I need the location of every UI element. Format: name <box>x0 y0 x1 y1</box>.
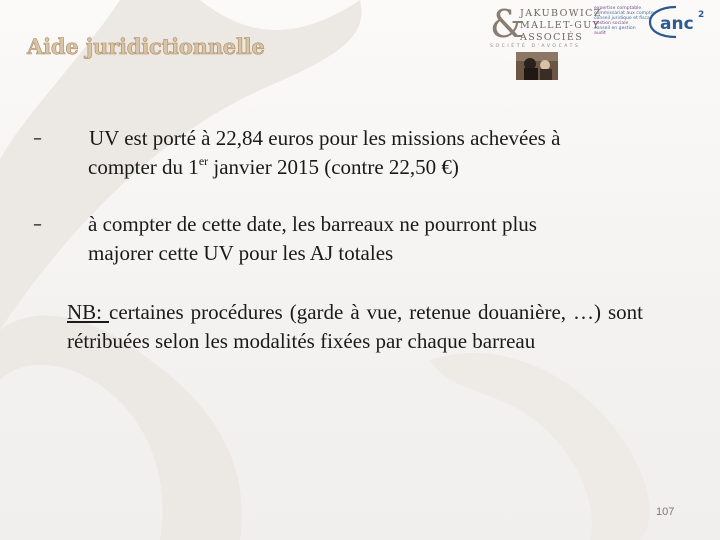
logo-line-1: JAKUBOWICZ <box>520 8 602 19</box>
nb-label: NB: <box>67 300 109 324</box>
partner-line-1: expertise comptable <box>594 6 642 11</box>
superscript-er: er <box>198 154 209 168</box>
nb-text: certaines procédures (garde à vue, retenue douanière, …) sont rétribuées selon les modalités fixées par chaque barreau <box>67 300 643 353</box>
bullet-1-line-1: UV est porté à 22,84 euros pour les missions achevées à <box>89 126 561 150</box>
logo-subline: SOCIÉTÉ D'AVOCATS <box>490 44 581 49</box>
partner-line-6: audit <box>594 31 606 36</box>
partner-text-block <box>594 6 657 36</box>
ampersand-logo-mark: & <box>490 2 524 46</box>
bullet-2-line-1: à compter de cette date, les barreaux ne pourront plus <box>88 212 537 236</box>
partner-line-3: conseil juridique et fiscal <box>594 16 652 21</box>
page-number: 107 <box>656 506 675 518</box>
bullet-1-line-2 <box>33 153 643 182</box>
anc-logo-superscript: 2 <box>698 10 705 20</box>
bullet-2-line-2: majorer cette UV pour les AJ totales <box>88 241 394 265</box>
bullet-1-text-end: janvier 2015 (contre 22,50 €) <box>208 155 459 179</box>
partner-line-2: commissariat aux comptes <box>594 11 657 16</box>
partner-line-4: gestion sociale <box>594 21 629 26</box>
slide-title: Aide juridictionnelle <box>27 34 265 59</box>
photo-thumbnail <box>516 52 558 80</box>
bullet-marker: – <box>33 214 42 235</box>
partner-line-5: conseil en gestion <box>594 26 636 31</box>
bullet-marker: – <box>33 128 42 149</box>
logo-line-3: ASSOCIÉS <box>520 32 584 43</box>
bullet-item-1 <box>33 124 643 182</box>
bullet-1-text-start: compter du 1 <box>88 155 199 179</box>
nb-paragraph <box>67 298 643 356</box>
anc-logo <box>646 4 718 40</box>
logo-line-2: MALLET-GUY <box>520 20 601 31</box>
bullet-item-2 <box>33 210 643 268</box>
anc-logo-text: anc <box>660 14 694 34</box>
